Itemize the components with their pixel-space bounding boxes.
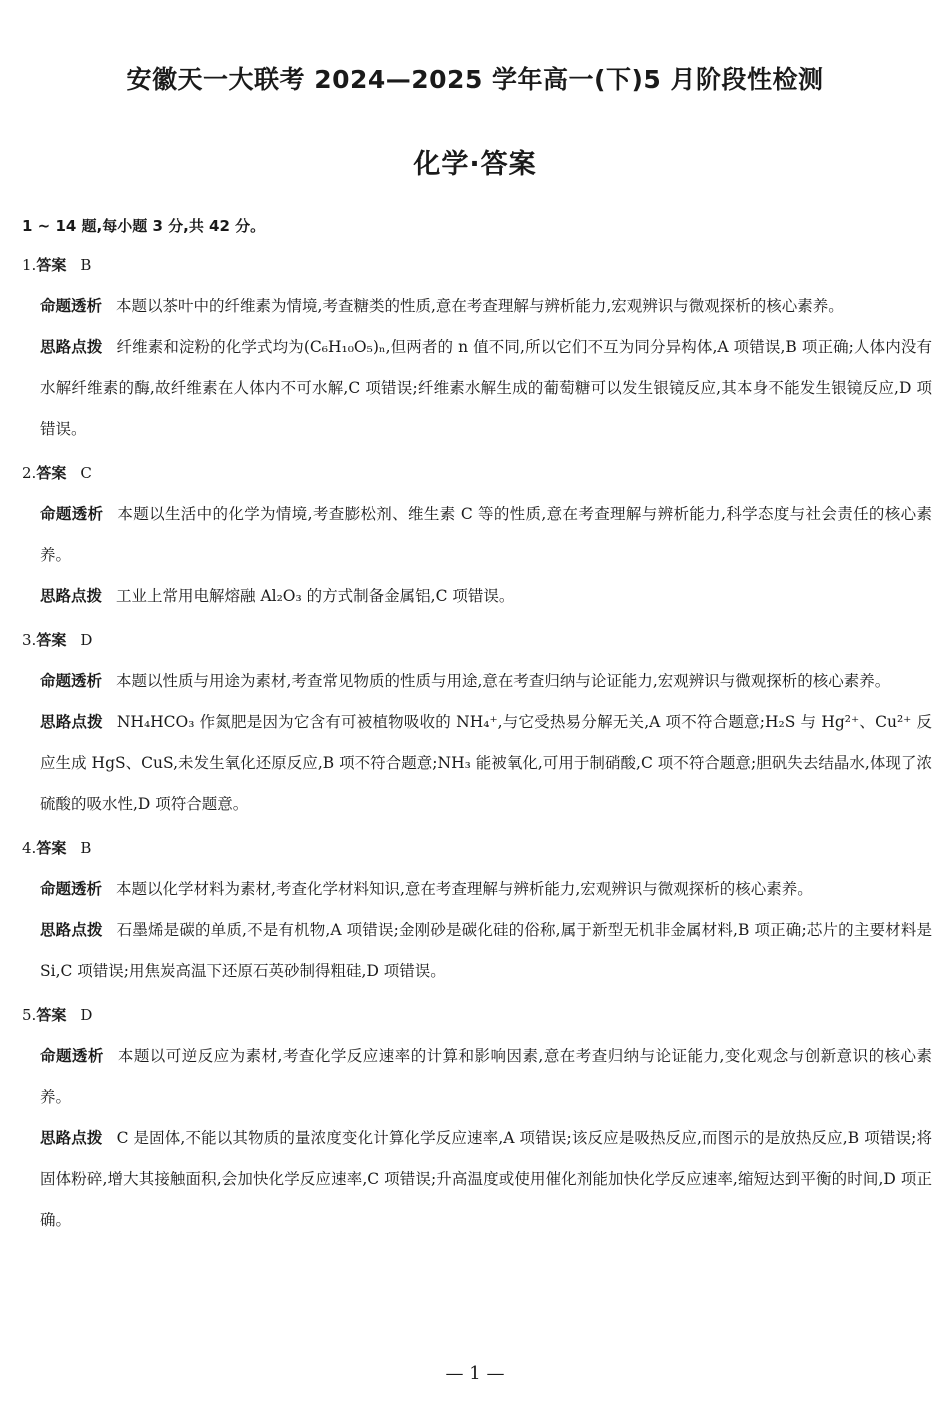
question-number: 1. <box>22 256 37 274</box>
question-block <box>22 460 932 617</box>
document-title: 安徽天一大联考 2024—2025 学年高一(下)5 月阶段性检测 <box>126 65 824 94</box>
answer-label: 答案 <box>36 1006 67 1024</box>
analysis-text: 本题以性质与用途为素材,考查常见物质的性质与用途,意在考查归纳与论证能力,宏观辨识与微观探析的核心素养。 <box>116 672 891 690</box>
hint-text: C 是固体,不能以其物质的量浓度变化计算化学反应速率,A 项错误;该反应是吸热反应,而图示的是放热反应,B 项错误;将固体粉碎,增大其接触面积,会加快化学反应速率,C 项错误;升高温度或使用催化剂能加快化学反应速率,缩短达到平衡的时间,D 项正确。 <box>40 1129 932 1229</box>
hint-text: 石墨烯是碳的单质,不是有机物,A 项错误;金刚砂是碳化硅的俗称,属于新型无机非金属材料,B 项正确;芯片的主要材料是 Si,C 项错误;用焦炭高温下还原石英砂制得粗硅,D 项错误。 <box>40 921 932 980</box>
question-block <box>22 252 932 450</box>
analysis-label: 命题透析 <box>40 672 103 690</box>
document-subtitle: 化学·答案 <box>413 149 537 180</box>
answer-value: D <box>80 631 93 649</box>
hint-paragraph <box>40 1118 932 1241</box>
hint-text: 纤维素和淀粉的化学式均为(C₆H₁₀O₅)ₙ,但两者的 n 值不同,所以它们不互为同分异构体,A 项错误,B 项正确;人体内没有水解纤维素的酶,故纤维素在人体内不可水解,C 项错误;纤维素水解生成的葡萄糖可以发生银镜反应,其本身不能发生银镜反应,D 项错误。 <box>40 338 932 438</box>
hint-paragraph <box>40 910 932 992</box>
hint-text: NH₄HCO₃ 作氮肥是因为它含有可被植物吸收的 NH₄⁺,与它受热易分解无关,A 项不符合题意;H₂S 与 Hg²⁺、Cu²⁺ 反应生成 HgS、CuS,未发生氧化还原反应,B 项不符合题意;NH₃ 能被氧化,可用于制硝酸,C 项不符合题意;胆矾失去结晶水,体现了浓硫酸的吸水性,D 项符合题意。 <box>40 713 932 813</box>
hint-paragraph <box>40 327 932 450</box>
hint-paragraph <box>40 576 932 617</box>
answer-value: B <box>80 256 92 274</box>
analysis-text: 本题以茶叶中的纤维素为情境,考查糖类的性质,意在考查理解与辨析能力,宏观辨识与微观探析的核心素养。 <box>116 297 844 315</box>
answer-line <box>22 1002 932 1028</box>
analysis-paragraph <box>40 286 932 327</box>
analysis-label: 命题透析 <box>40 1047 104 1065</box>
answer-line <box>22 460 932 486</box>
question-number: 2. <box>22 464 37 482</box>
answer-line <box>22 252 932 278</box>
section-intro: 1 ~ 14 题,每小题 3 分,共 42 分。 <box>22 217 266 235</box>
analysis-label: 命题透析 <box>40 505 104 523</box>
answer-label: 答案 <box>36 464 67 482</box>
question-number: 3. <box>22 631 37 649</box>
question-block <box>22 835 932 992</box>
analysis-text: 本题以可逆反应为素材,考查化学反应速率的计算和影响因素,意在考查归纳与论证能力,变化观念与创新意识的核心素养。 <box>40 1047 932 1106</box>
analysis-text: 本题以生活中的化学为情境,考查膨松剂、维生素 C 等的性质,意在考查理解与辨析能力,科学态度与社会责任的核心素养。 <box>40 505 932 564</box>
answer-label: 答案 <box>36 839 67 857</box>
answer-label: 答案 <box>36 256 67 274</box>
analysis-paragraph <box>40 661 932 702</box>
question-block <box>22 1002 932 1241</box>
answer-line <box>22 835 932 861</box>
analysis-label: 命题透析 <box>40 297 103 315</box>
answer-content <box>22 212 932 1251</box>
hint-label: 思路点拨 <box>40 587 103 605</box>
analysis-paragraph <box>40 494 932 576</box>
question-block <box>22 627 932 825</box>
hint-label: 思路点拨 <box>40 921 103 939</box>
hint-paragraph <box>40 702 932 825</box>
page-number: — 1 — <box>445 1363 505 1384</box>
analysis-paragraph <box>40 869 932 910</box>
analysis-text: 本题以化学材料为素材,考查化学材料知识,意在考查理解与辨析能力,宏观辨识与微观探析的核心素养。 <box>116 880 813 898</box>
hint-label: 思路点拨 <box>40 1129 103 1147</box>
answer-value: D <box>80 1006 93 1024</box>
analysis-label: 命题透析 <box>40 880 103 898</box>
hint-text: 工业上常用电解熔融 Al₂O₃ 的方式制备金属铝,C 项错误。 <box>116 587 515 605</box>
answer-label: 答案 <box>36 631 67 649</box>
question-number: 5. <box>22 1006 37 1024</box>
analysis-paragraph <box>40 1036 932 1118</box>
question-number: 4. <box>22 839 37 857</box>
hint-label: 思路点拨 <box>40 338 103 356</box>
answer-line <box>22 627 932 653</box>
answer-value: C <box>80 464 92 482</box>
hint-label: 思路点拨 <box>40 713 103 731</box>
answer-value: B <box>80 839 92 857</box>
